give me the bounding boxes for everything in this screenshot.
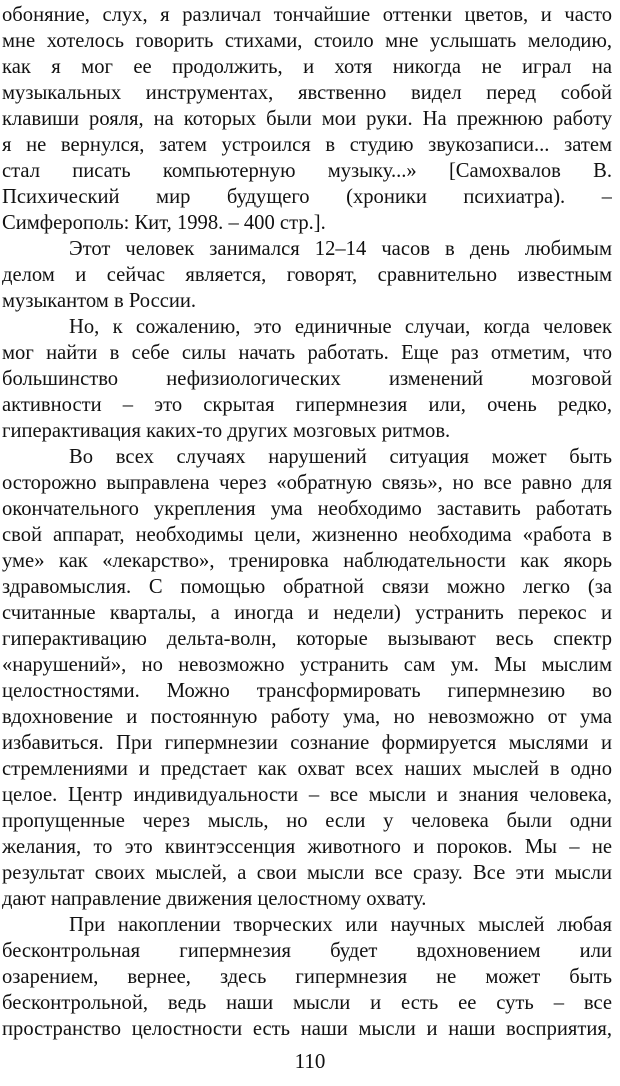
paragraph bbox=[2, 236, 612, 314]
paragraph bbox=[2, 2, 612, 236]
paragraph bbox=[2, 912, 612, 1042]
text-line: целое. Центр индивидуальности – все мысли и знания человека, bbox=[2, 784, 612, 806]
text-line: музыкальных инструментах, явственно видел перед собой bbox=[2, 82, 612, 104]
text-line: желания, то это квинтэссенция животного и пороков. Мы – не bbox=[2, 836, 612, 858]
text-line: обоняние, слух, я различал тончайшие оттенки цветов, и часто bbox=[2, 4, 612, 26]
text-line: свой аппарат, необходимы цели, жизненно необходима «работа в bbox=[2, 524, 612, 546]
text-line: целостностями. Можно трансформировать гипермнезию во bbox=[2, 680, 612, 702]
text-line: озарением, вернее, здесь гипермнезия не может быть bbox=[2, 966, 612, 988]
text-line: стремлениями и предстает как охват всех наших мыслей в одно bbox=[2, 758, 612, 780]
text-line: как я мог ее продолжить, и хотя никогда не играл на bbox=[2, 56, 612, 78]
text-line: большинство нефизиологических изменений мозговой bbox=[2, 368, 612, 390]
text-line: гиперактивацию дельта-волн, которые вызывают весь спектр bbox=[2, 628, 612, 650]
paragraph bbox=[2, 444, 612, 912]
text-line: Психический мир будущего (хроники психиатра). – bbox=[2, 186, 612, 208]
page-number: 110 bbox=[294, 1049, 326, 1073]
text-line: осторожно выправлена через «обратную связь», но все равно для bbox=[2, 472, 612, 494]
text-line: активности – это скрытая гипермнезия или, очень редко, bbox=[2, 394, 612, 416]
text-line: окончательного укрепления ума необходимо заставить работать bbox=[2, 498, 612, 520]
text-line: Симферополь: Кит, 1998. – 400 стр.]. bbox=[2, 212, 326, 234]
text-line: бесконтрольная гипермнезия будет вдохновением или bbox=[2, 940, 612, 962]
text-line: бесконтрольной, ведь наши мысли и есть ее суть – все bbox=[2, 992, 612, 1014]
text-line: «нарушений», но невозможно устранить сам ум. Мы мыслим bbox=[2, 654, 612, 676]
text-line: считанные кварталы, а иногда и недели) устранить перекос и bbox=[2, 602, 612, 624]
text-line: делом и сейчас является, говорят, сравнительно известным bbox=[2, 264, 612, 286]
text-line: мог найти в себе силы начать работать. Еще раз отметим, что bbox=[2, 342, 612, 364]
text-line: пропущенные через мысль, но если у человека были одни bbox=[2, 810, 612, 832]
text-line: уме» как «лекарство», тренировка наблюдательности как якорь bbox=[2, 550, 612, 572]
text-line: клавиши рояля, на которых были мои руки. На прежнюю работу bbox=[2, 108, 612, 130]
text-line: Но, к сожалению, это единичные случаи, когда человек bbox=[69, 316, 612, 338]
text-line: я не вернулся, затем устроился в студию звукозаписи... затем bbox=[2, 134, 612, 156]
text-line: здравомыслия. С помощью обратной связи можно легко (за bbox=[2, 576, 612, 598]
text-line: Этот человек занимался 12–14 часов в день любимым bbox=[69, 238, 612, 260]
text-line: вдохновение и постоянную работу ума, но невозможно от ума bbox=[2, 706, 612, 728]
body-text bbox=[2, 2, 612, 1042]
text-line: пространство целостности есть наши мысли и наши восприятия, bbox=[2, 1018, 612, 1040]
paragraph bbox=[2, 314, 612, 444]
text-line: музыкантом в России. bbox=[2, 290, 197, 312]
text-line: При накоплении творческих или научных мыслей любая bbox=[69, 914, 612, 936]
text-line: избавиться. При гипермнезии сознание формируется мыслями и bbox=[2, 732, 612, 754]
text-line: мне хотелось говорить стихами, стоило мне услышать мелодию, bbox=[2, 30, 612, 52]
text-line: гиперактивация каких-то других мозговых ритмов. bbox=[2, 420, 451, 442]
text-line: результат своих мыслей, а свои мысли все сразу. Все эти мысли bbox=[2, 862, 612, 884]
text-line: Во всех случаях нарушений ситуация может быть bbox=[69, 446, 612, 468]
text-line: дают направление движения целостному охвату. bbox=[2, 888, 427, 910]
text-line: стал писать компьютерную музыку...» [Самохвалов В. bbox=[2, 160, 612, 182]
